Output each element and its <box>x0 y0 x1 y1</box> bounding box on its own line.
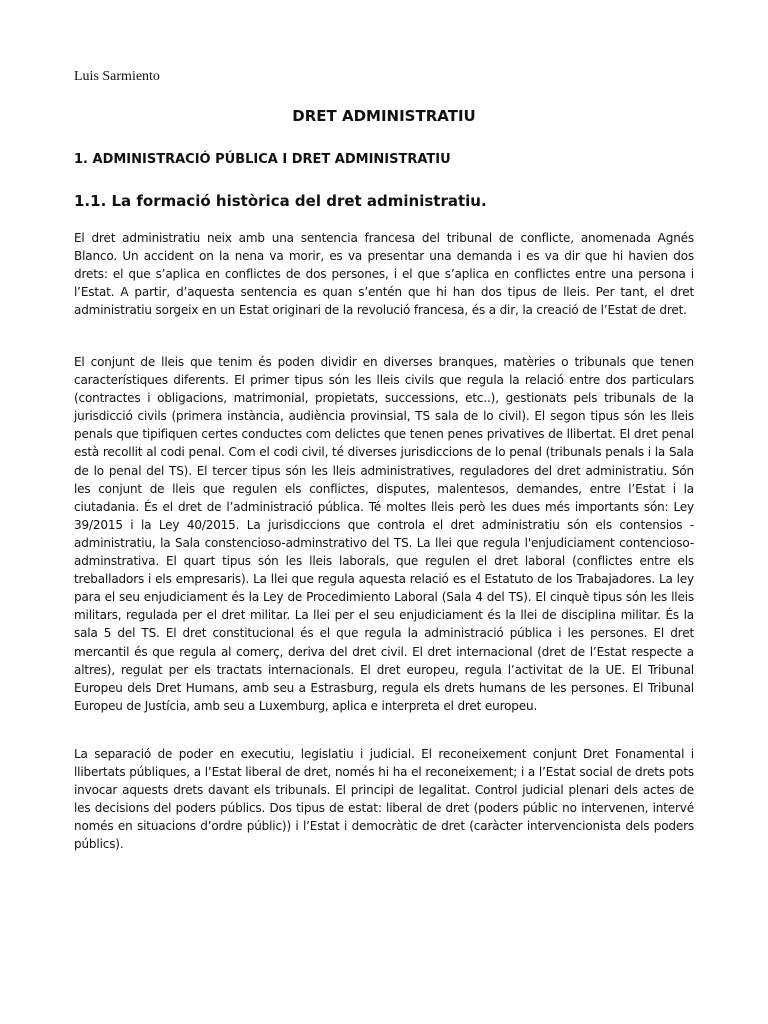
section-heading: 1. ADMINISTRACIÓ PÚBLICA I DRET ADMINISTRATIU <box>74 152 451 167</box>
subsection-heading: 1.1. La formació històrica del dret administratiu. <box>74 192 487 210</box>
paragraph-1: El dret administratiu neix amb una sentencia francesa del tribunal de conflicte, anomenada Agnés Blanco. Un accident on la nena va morir, es va presentar una demanda i es va dir que hi havien dos drets: el que s’aplica en conflictes de dos persones, i el que s’aplica en conflictes entre una persona i l’Estat. A partir, d’aquesta sentencia es quan s’entén que hi han dos tipus de lleis. Per tant, el dret administratiu sorgeix en un Estat originari de la revolució francesa, és a dir, la creació de l’Estat de dret. <box>74 231 694 318</box>
paragraph-2: El conjunt de lleis que tenim és poden dividir en diverses branques, matèries o tribunals que tenen característiques diferents. El primer tipus són les lleis civils que regula la relació entre dos particulars (contractes i obligacions, matrimonial, propietats, successions, etc..), gestionats pels tribunals de la jurisdicció civils (primera instància, audiència provinsial, TS sala de lo civil). El segon tipus són les lleis penals que tipifiquen certes conductes com delictes que tenen penes privatives de llibertat. El dret penal està recollit al codi penal. Com el codi civil, té diverses jurisdiccions de lo penal (tribunals penals i la Sala de lo penal del TS). El tercer tipus són les lleis administratives, reguladores del dret administratiu. Són les conjunt de lleis que regulen els conflictes, disputes, malentesos, demandes, entre l’Estat i la ciutadania. És el dret de l’administració pública. Té moltes lleis però les dues més importants són: Ley 39/2015 i la Ley 40/2015. La jurisdiccions que controla el dret administratiu són els contensios -administratiu, la Sala constencioso-adminstrativo del TS. La llei que regula l'enjudiciament contencioso-adminstrativa. El quart tipus són les lleis laborals, que regulen el dret laboral (conflictes entre els treballadors i els empresaris). La llei que regula aquesta relació es el Estatuto de los Trabajadores. La ley para el seu enjudiciament és la Ley de Procedimiento Laboral (Sala 4 del TS). El cinquè tipus són les lleis militars, regulada per el dret militar. La llei per el seu enjudiciament és la llei de disciplina militar. És la sala 5 del TS. El dret constitucional és el que regula la administració pública i les persones. El dret mercantil és que regula al comerç, deriva del dret civil. El dret internacional (dret de l’Estat respecte a altres), regulat per els tractats internacionals. El dret europeu, regula l’activitat de la UE. El Tribunal Europeu dels Dret Humans, amb seu a Estrasburg, regula els drets humans de les persones. El Tribunal Europeu de Justícia, amb seu a Luxemburg, aplica e interpreta el dret europeu. <box>74 355 694 713</box>
paragraph-3: La separació de poder en executiu, legislatiu i judicial. El reconeixement conjunt Dret Fonamental i llibertats públiques, a l’Estat liberal de dret, només hi ha el reconeixement; i a l’Estat social de drets pots invocar aquests drets davant els tribunals. El principi de legalitat. Control judicial plenari dels actes de les decisions del poders públics. Dos tipus de estat: liberal de dret (poders públic no intervenen, intervé només en situacions d’ordre públic)) i l’Estat i democràtic de dret (caràcter intervencionista dels poders públics). <box>74 747 694 852</box>
author-name: Luis Sarmiento <box>74 69 160 84</box>
document-title: DRET ADMINISTRATIU <box>292 107 476 125</box>
